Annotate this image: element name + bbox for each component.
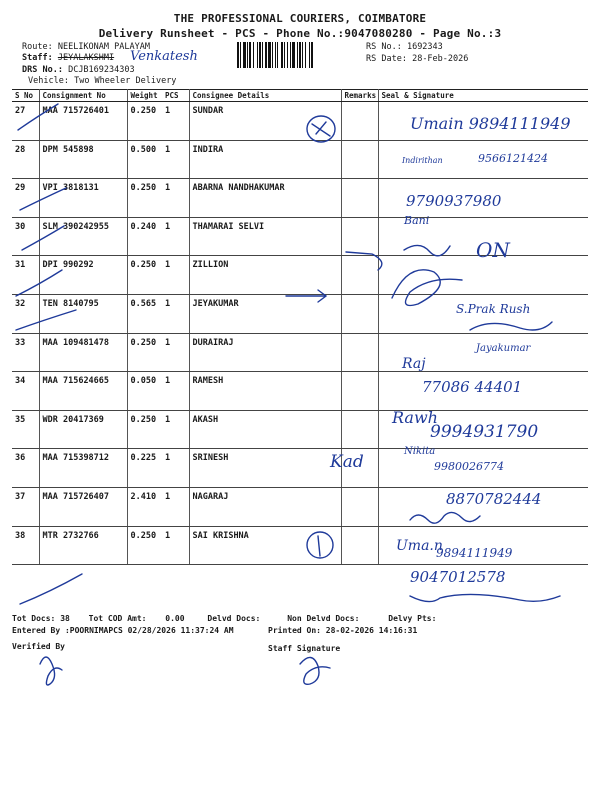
cell-sno: 28 — [12, 140, 39, 179]
barcode-bar — [237, 42, 239, 68]
barcode-bar — [281, 42, 283, 68]
hw-row27: Umain 9894111949 — [410, 114, 571, 133]
barcode-image — [237, 42, 361, 68]
cell-consignee: RAMESH — [189, 372, 341, 411]
col-header-sno: S No — [12, 90, 39, 102]
cell-weight: 0.250 — [127, 526, 162, 565]
cell-remarks — [341, 526, 378, 565]
cell-consignment: TEN 8140795 — [39, 294, 127, 333]
delvd-docs-label: Delvd Docs: — [207, 614, 261, 623]
cell-weight: 0.240 — [127, 217, 162, 256]
tot-docs-value: 38 — [60, 614, 70, 623]
cell-sno: 29 — [12, 179, 39, 218]
cell-weight: 0.050 — [127, 372, 162, 411]
barcode-bar — [284, 42, 285, 68]
hw-row36-phone: 8870782444 — [446, 490, 542, 508]
cell-sno: 35 — [12, 410, 39, 449]
col-header-remarks: Remarks — [341, 90, 378, 102]
barcode-bar — [309, 42, 310, 68]
barcode-bar — [277, 42, 278, 68]
hw-row33-name: Raj — [402, 356, 426, 372]
table-row — [12, 179, 588, 218]
cell-consignee: SAI KRISHNA — [189, 526, 341, 565]
tot-cod-label: Tot COD Amt: — [88, 614, 147, 623]
cell-consignment: DPM 545898 — [39, 140, 127, 179]
cell-remarks — [341, 256, 378, 295]
barcode-bar — [292, 42, 295, 68]
barcode-bar — [259, 42, 261, 68]
hw-row29-name: Bani — [404, 214, 430, 227]
cell-consignee: INDIRA — [189, 140, 341, 179]
cell-pcs: 1 — [162, 179, 189, 218]
staff-signature-mark — [300, 657, 330, 684]
cell-consignment: MAA 715726401 — [39, 102, 127, 141]
cell-sno: 30 — [12, 217, 39, 256]
cell-pcs: 1 — [162, 449, 189, 488]
col-header-pcs: PCS — [162, 90, 189, 102]
cell-weight: 0.250 — [127, 256, 162, 295]
barcode-bar — [305, 42, 306, 68]
cell-consignment: MAA 715624665 — [39, 372, 127, 411]
rs-date-line — [366, 54, 468, 64]
cell-consignment: MAA 109481478 — [39, 333, 127, 372]
cell-consignment: MTR 2732766 — [39, 526, 127, 565]
cell-pcs: 1 — [162, 217, 189, 256]
cell-remarks — [341, 179, 378, 218]
barcode-bar — [240, 42, 241, 68]
barcode-bar — [299, 42, 301, 68]
cell-pcs: 1 — [162, 487, 189, 526]
barcode-bar — [311, 42, 313, 68]
entered-by: Entered By :POORNIMAPCS 02/28/2026 11:37:24 AM — [12, 626, 234, 635]
cell-weight: 2.410 — [127, 487, 162, 526]
col-header-seal-signature: Seal & Signature — [378, 90, 588, 102]
cell-consignment: VPI 3818131 — [39, 179, 127, 218]
hw-row33-phone: 77086 44401 — [422, 378, 523, 396]
cell-weight: 0.250 — [127, 410, 162, 449]
barcode-bar — [287, 42, 288, 68]
cell-pcs: 1 — [162, 140, 189, 179]
cell-consignment: MAA 715398712 — [39, 449, 127, 488]
cell-consignee: DURAIRAJ — [189, 333, 341, 372]
barcode-bar — [243, 42, 246, 68]
delvy-pts-label: Delvy Pts: — [388, 614, 437, 623]
hw-row37-phone: 9894111949 — [436, 546, 513, 560]
hw-row35-phone: 9980026774 — [434, 460, 504, 473]
barcode-bar — [268, 42, 271, 68]
rs-date-label: RS Date: — [366, 54, 407, 64]
printed-on: Printed On: 28-02-2026 14:16:31 — [268, 626, 418, 635]
col-header-consignee: Consignee Details — [189, 90, 341, 102]
cell-consignment: MAA 715726407 — [39, 487, 127, 526]
route-label: Route: — [22, 42, 53, 52]
cell-remarks — [341, 294, 378, 333]
cell-remarks — [341, 410, 378, 449]
barcode-bar — [262, 42, 263, 68]
cell-consignment: DPI 990292 — [39, 256, 127, 295]
table-header-row — [12, 90, 588, 102]
hw-row32-jayakumar: Jayakumar — [476, 343, 531, 354]
cell-pcs: 1 — [162, 294, 189, 333]
cell-pcs: 1 — [162, 256, 189, 295]
cell-remarks — [341, 487, 378, 526]
cell-consignee: SRINESH — [189, 449, 341, 488]
cell-consignee: AKASH — [189, 410, 341, 449]
cell-consignee: SUNDAR — [189, 102, 341, 141]
cell-remarks — [341, 140, 378, 179]
hw-row28-name: Indirithan — [402, 156, 443, 165]
col-header-consignment: Consignment No — [39, 90, 127, 102]
barcode-bar — [249, 42, 251, 68]
cell-pcs: 1 — [162, 102, 189, 141]
drs-value: DCJB169234303 — [68, 65, 135, 75]
cell-sno: 37 — [12, 487, 39, 526]
tot-docs-label: Tot Docs: — [12, 614, 56, 623]
rs-no-value: 1692343 — [406, 42, 443, 52]
cell-remarks — [341, 217, 378, 256]
vehicle-label: Vehicle: — [28, 76, 69, 86]
cell-sno: 32 — [12, 294, 39, 333]
cell-weight: 0.250 — [127, 102, 162, 141]
cell-weight: 0.250 — [127, 179, 162, 218]
cell-sno: 38 — [12, 526, 39, 565]
rs-no-line — [366, 42, 443, 52]
barcode-bar — [257, 42, 258, 68]
cell-consignment: WDR 20417369 — [39, 410, 127, 449]
hw-row30: ON — [476, 238, 510, 262]
cell-weight: 0.500 — [127, 140, 162, 179]
cell-consignee: ZILLION — [189, 256, 341, 295]
drs-label: DRS No.: — [22, 65, 63, 75]
barcode-bar — [265, 42, 267, 68]
cell-consignee: THAMARAI SELVI — [189, 217, 341, 256]
col-header-weight: Weight — [127, 90, 162, 102]
route-value: NEELIKONAM PALAYAM — [57, 42, 150, 52]
hw-row28-phone: 9566121424 — [478, 152, 548, 165]
cell-sno: 33 — [12, 333, 39, 372]
cell-weight: 0.565 — [127, 294, 162, 333]
cell-pcs: 1 — [162, 526, 189, 565]
rs-no-label: RS No.: — [366, 42, 402, 52]
hw-row38-phone: 9047012578 — [410, 568, 506, 586]
verified-by-label: Verified By — [12, 642, 65, 651]
runsheet-title: Delivery Runsheet - PCS - Phone No.:9047080280 - Page No.:3 — [98, 27, 502, 40]
cell-pcs: 1 — [162, 410, 189, 449]
staff-line — [22, 53, 114, 63]
staff-value: JEYALAKSHMI — [57, 53, 115, 63]
cell-remarks — [341, 102, 378, 141]
barcode-bar — [253, 42, 254, 68]
cell-sno: 34 — [12, 372, 39, 411]
signature-stroke — [410, 594, 560, 601]
hw-row29-phone: 9790937980 — [406, 192, 502, 210]
barcode-bar — [272, 42, 273, 68]
staff-handwritten: Venkatesh — [130, 49, 198, 64]
cell-pcs: 1 — [162, 333, 189, 372]
verified-signature — [40, 657, 62, 685]
staff-signature-label: Staff Signature — [268, 644, 341, 653]
cell-sno: 27 — [12, 102, 39, 141]
tick-mark — [20, 574, 82, 604]
hw-row35-name: Nikita — [404, 446, 436, 457]
cell-remarks — [341, 372, 378, 411]
staff-label: Staff: — [22, 53, 53, 63]
barcode-bar — [302, 42, 303, 68]
hw-row32-name: S.Prak Rush — [456, 302, 531, 316]
tot-cod-value: 0.00 — [165, 614, 185, 623]
cell-weight: 0.225 — [127, 449, 162, 488]
cell-consignment: SLM 390242955 — [39, 217, 127, 256]
cell-consignee: JEYAKUMAR — [189, 294, 341, 333]
drs-line — [22, 65, 135, 75]
cell-pcs: 1 — [162, 372, 189, 411]
company-title: THE PROFESSIONAL COURIERS, COIMBATORE — [173, 12, 427, 25]
barcode-bar — [275, 42, 276, 68]
hw-row34-name: Rawh — [392, 408, 438, 427]
vehicle-line — [28, 76, 176, 86]
barcode-bar — [247, 42, 248, 68]
non-delvd-docs-label: Non Delvd Docs: — [287, 614, 360, 623]
cell-consignee: ABARNA NANDHAKUMAR — [189, 179, 341, 218]
hw-row35-remark: Kad — [330, 452, 364, 472]
hw-row37-name: Uma.n — [396, 538, 443, 554]
barcode-bar — [297, 42, 298, 68]
rs-date-value: 28-Feb-2026 — [412, 54, 469, 64]
cell-remarks — [341, 333, 378, 372]
barcode-bar — [290, 42, 291, 68]
cell-weight: 0.250 — [127, 333, 162, 372]
vehicle-value: Two Wheeler Delivery — [74, 76, 177, 86]
hw-row34-phone: 9994931790 — [430, 422, 539, 442]
totals-line — [12, 614, 436, 623]
cell-sno: 31 — [12, 256, 39, 295]
cell-consignee: NAGARAJ — [189, 487, 341, 526]
cell-sno: 36 — [12, 449, 39, 488]
